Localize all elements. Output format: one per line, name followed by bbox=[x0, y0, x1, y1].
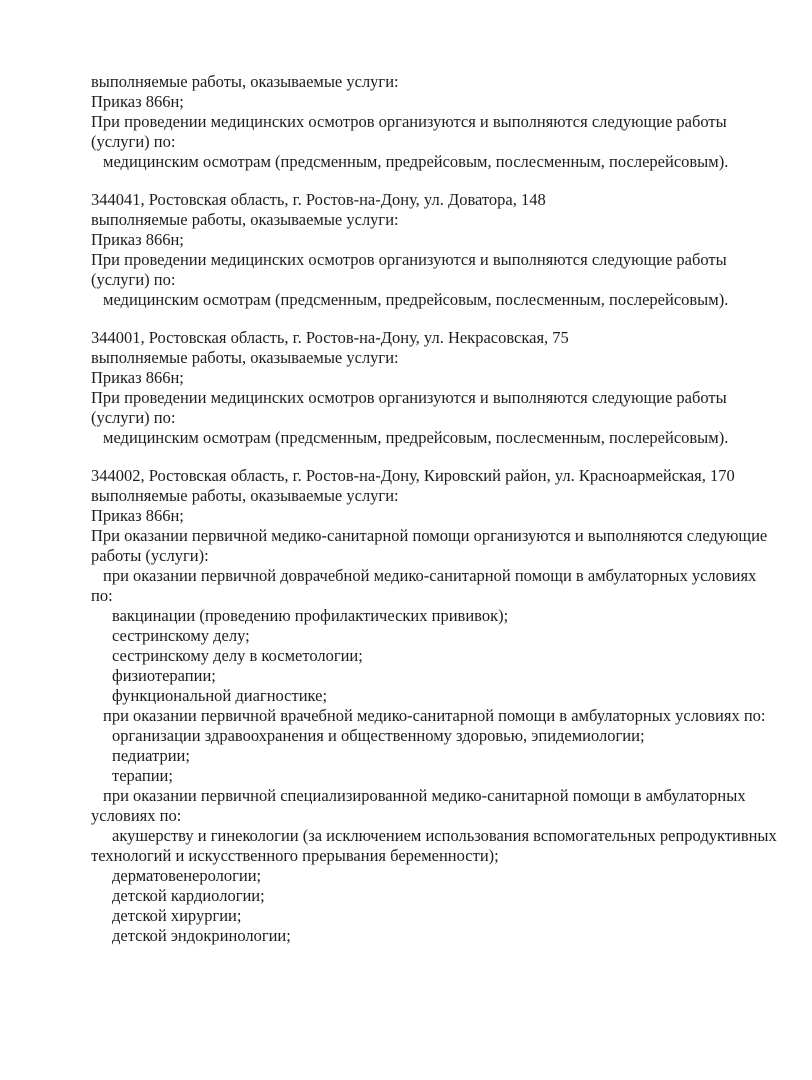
text-line: дерматовенерологии; bbox=[112, 866, 262, 885]
text-line: при оказании первичной врачебной медико-санитарной помощи в амбулаторных условиях по: bbox=[103, 706, 766, 725]
section-address: 344001, Ростовская область, г. Ростов-на-Дону, ул. Некрасовская, 75 bbox=[91, 328, 569, 347]
text-line: (услуги) по: bbox=[91, 408, 176, 427]
text-line: функциональной диагностике; bbox=[112, 686, 328, 705]
text-line: сестринскому делу; bbox=[112, 626, 250, 645]
text-line: сестринскому делу в косметологии; bbox=[112, 646, 363, 665]
text-line: выполняемые работы, оказываемые услуги: bbox=[91, 72, 399, 91]
text-line: При проведении медицинских осмотров организуются и выполняются следующие работы bbox=[91, 388, 727, 407]
document-body bbox=[91, 72, 792, 946]
text-line: работы (услуги): bbox=[91, 546, 209, 565]
text-line: Приказ 866н; bbox=[91, 506, 184, 525]
text-line: медицинским осмотрам (предсменным, предрейсовым, послесменным, послерейсовым). bbox=[103, 290, 729, 309]
text-line: При проведении медицинских осмотров организуются и выполняются следующие работы bbox=[91, 112, 727, 131]
text-line: медицинским осмотрам (предсменным, предрейсовым, послесменным, послерейсовым). bbox=[103, 152, 729, 171]
text-line: при оказании первичной специализированной медико-санитарной помощи в амбулаторных bbox=[103, 786, 746, 805]
text-line: технологий и искусственного прерывания беременности); bbox=[91, 846, 499, 865]
text-line: детской кардиологии; bbox=[112, 886, 265, 905]
text-line: (услуги) по: bbox=[91, 270, 176, 289]
text-line: выполняемые работы, оказываемые услуги: bbox=[91, 348, 399, 367]
text-line: При проведении медицинских осмотров организуются и выполняются следующие работы bbox=[91, 250, 727, 269]
text-line: медицинским осмотрам (предсменным, предрейсовым, послесменным, послерейсовым). bbox=[103, 428, 729, 447]
section-address: 344041, Ростовская область, г. Ростов-на-Дону, ул. Доватора, 148 bbox=[91, 190, 546, 209]
text-line: условиях по: bbox=[91, 806, 182, 825]
text-line: Приказ 866н; bbox=[91, 368, 184, 387]
section-address: 344002, Ростовская область, г. Ростов-на-Дону, Кировский район, ул. Красноармейская, 170 bbox=[91, 466, 735, 485]
text-line: Приказ 866н; bbox=[91, 230, 184, 249]
text-line: по: bbox=[91, 586, 113, 605]
text-line: педиатрии; bbox=[112, 746, 190, 765]
text-line: терапии; bbox=[112, 766, 173, 785]
text-line: акушерству и гинекологии (за исключением использования вспомогательных репродуктивных bbox=[112, 826, 777, 845]
text-line: вакцинации (проведению профилактических прививок); bbox=[112, 606, 509, 625]
text-line: Приказ 866н; bbox=[91, 92, 184, 111]
text-line: физиотерапии; bbox=[112, 666, 216, 685]
text-line: выполняемые работы, оказываемые услуги: bbox=[91, 210, 399, 229]
text-line: при оказании первичной доврачебной медико-санитарной помощи в амбулаторных условиях bbox=[103, 566, 757, 585]
section-2 bbox=[91, 190, 792, 310]
text-line: выполняемые работы, оказываемые услуги: bbox=[91, 486, 399, 505]
text-line: детской эндокринологии; bbox=[112, 926, 291, 945]
text-line: организации здравоохранения и общественному здоровью, эпидемиологии; bbox=[112, 726, 645, 745]
section-4 bbox=[91, 466, 792, 946]
text-line: (услуги) по: bbox=[91, 132, 176, 151]
text-line: детской хирургии; bbox=[112, 906, 242, 925]
section-3 bbox=[91, 328, 792, 448]
text-line: При оказании первичной медико-санитарной помощи организуются и выполняются следующие bbox=[91, 526, 768, 545]
section-1 bbox=[91, 72, 792, 172]
